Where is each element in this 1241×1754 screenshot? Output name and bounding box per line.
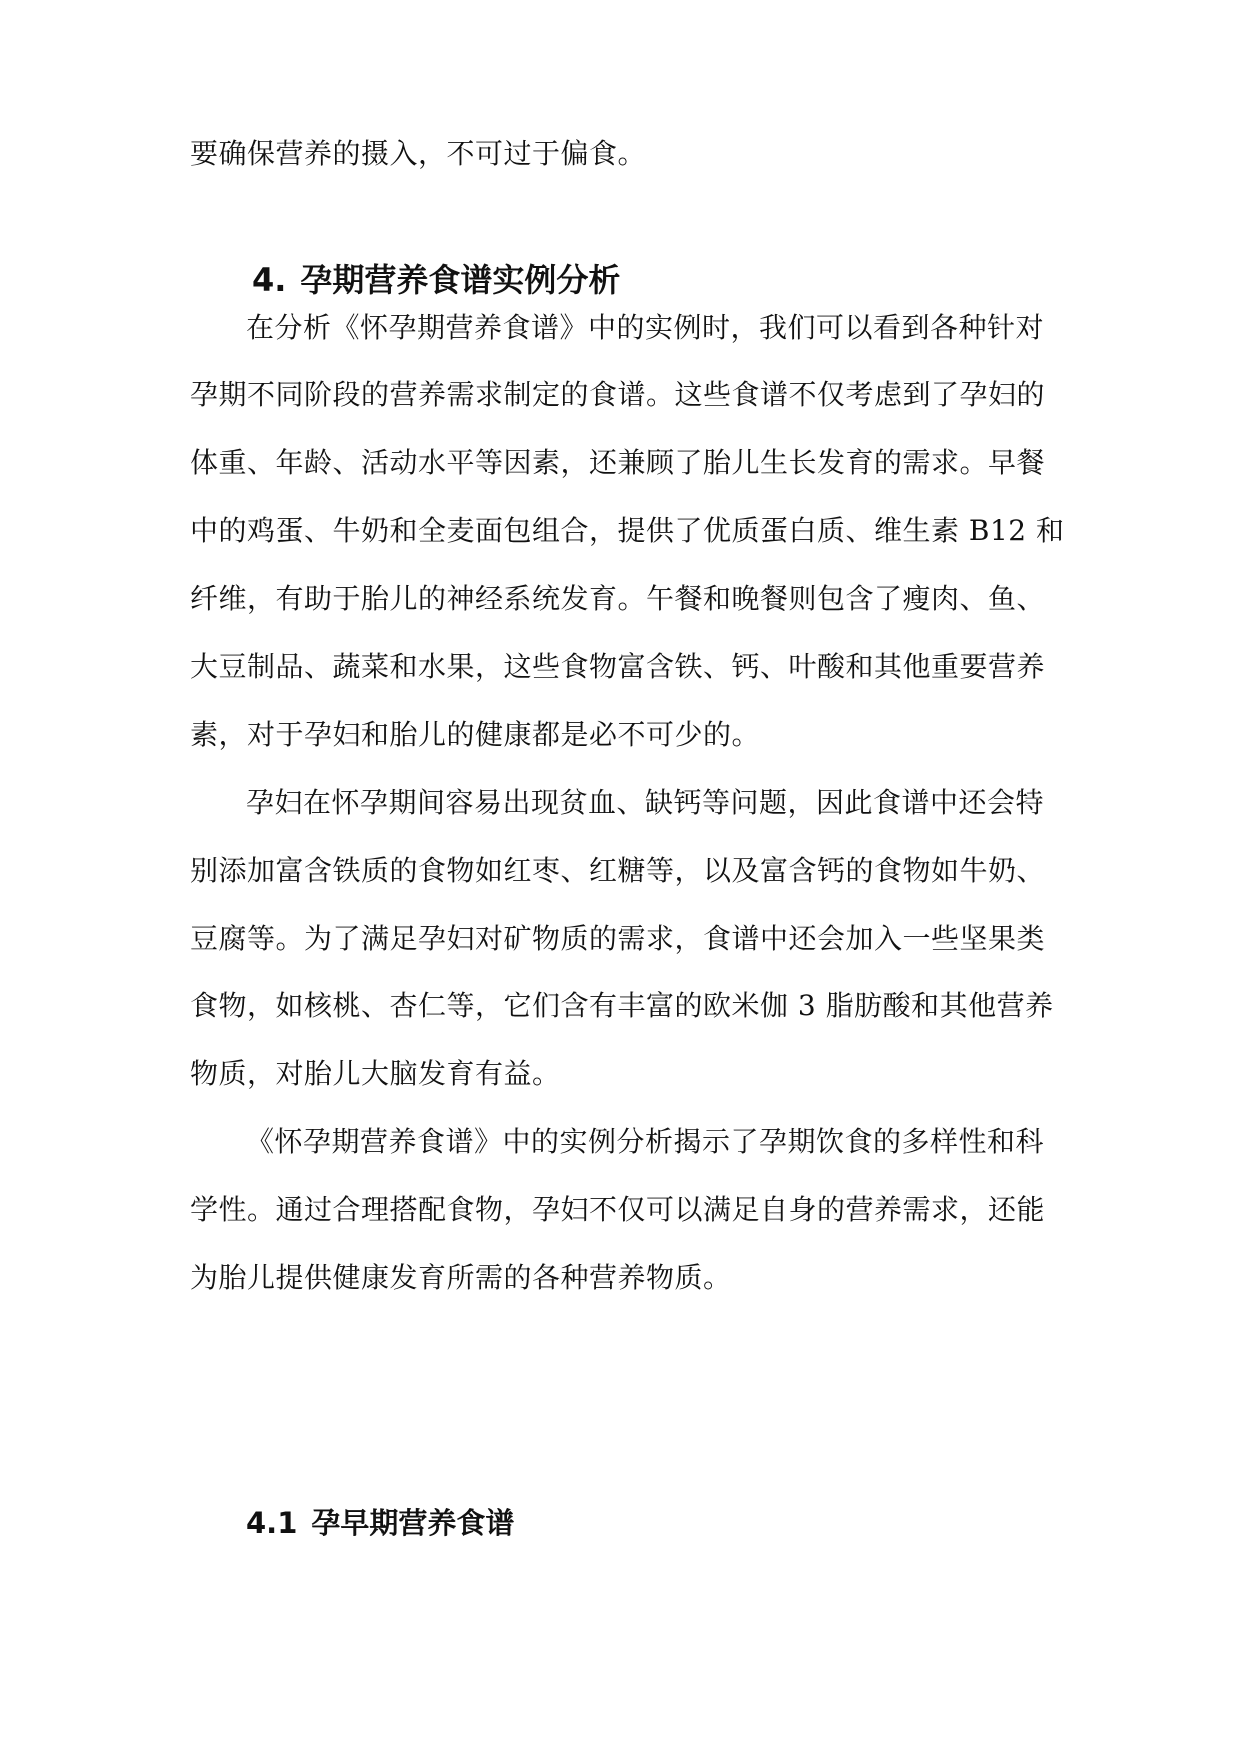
- paragraph-line: 学性。通过合理搭配食物，孕妇不仅可以满足自身的营养需求，还能: [190, 1193, 1046, 1226]
- paragraph-line: 在分析《怀孕期营养食谱》中的实例时，我们可以看到各种针对: [246, 311, 1045, 344]
- paragraph-line: 食物，如核桃、杏仁等，它们含有丰富的欧米伽 3 脂肪酸和其他营养: [190, 989, 1054, 1022]
- paragraph-line: 为胎儿提供健康发育所需的各种营养物质。: [190, 1261, 732, 1294]
- paragraph-line: 孕期不同阶段的营养需求制定的食谱。这些食谱不仅考虑到了孕妇的: [190, 378, 1046, 411]
- paragraph-line: 物质，对胎儿大脑发育有益。: [190, 1057, 561, 1090]
- paragraph-line: 别添加富含铁质的食物如红枣、红糖等，以及富含钙的食物如牛奶、: [190, 854, 1046, 887]
- section-heading-4: [252, 258, 620, 302]
- paragraph-line: 中的鸡蛋、牛奶和全麦面包组合，提供了优质蛋白质、维生素 B12 和: [190, 514, 1065, 547]
- subsection-number: 4.1: [246, 1506, 298, 1540]
- section-title: 孕期营养食谱实例分析: [300, 261, 621, 299]
- paragraph-line: 体重、年龄、活动水平等因素，还兼顾了胎儿生长发育的需求。早餐: [190, 446, 1046, 479]
- section-number: 4.: [252, 261, 287, 299]
- paragraph-line: 大豆制品、蔬菜和水果，这些食物富含铁、钙、叶酸和其他重要营养: [190, 650, 1046, 683]
- paragraph-line: 豆腐等。为了满足孕妇对矿物质的需求，食谱中还会加入一些坚果类: [190, 922, 1046, 955]
- paragraph-line: 纤维，有助于胎儿的神经系统发育。午餐和晚餐则包含了瘦肉、鱼、: [190, 582, 1046, 615]
- paragraph-line: 孕妇在怀孕期间容易出现贫血、缺钙等问题，因此食谱中还会特: [246, 786, 1045, 819]
- paragraph-line: 《怀孕期营养食谱》中的实例分析揭示了孕期饮食的多样性和科: [246, 1125, 1045, 1158]
- subsection-heading-4-1: [246, 1503, 514, 1543]
- paragraph-line: 素，对于孕妇和胎儿的健康都是必不可少的。: [190, 718, 761, 751]
- paragraph-line: 要确保营养的摄入，不可过于偏食。: [190, 137, 647, 170]
- subsection-title: 孕早期营养食谱: [311, 1506, 515, 1540]
